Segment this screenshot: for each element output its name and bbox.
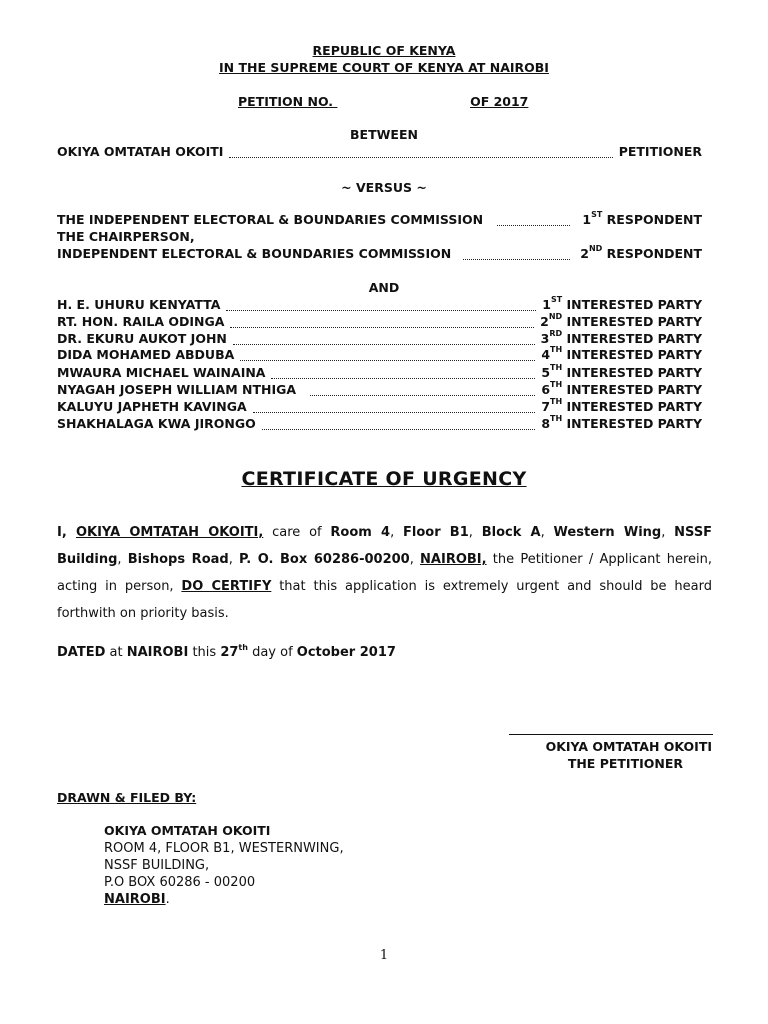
- dotted-leader: [226, 300, 536, 311]
- page-number: 1: [379, 948, 389, 963]
- respondent-role: 2ND RESPONDENT: [580, 244, 702, 261]
- petitioner-row: [57, 144, 702, 160]
- interested-party-row: [57, 416, 702, 432]
- party-name: H. E. UHURU KENYATTA: [57, 297, 221, 312]
- certificate-body: I, OKIYA OMTATAH OKOITI, care of Room 4, Floor B1, Block A, Western Wing, NSSF Building, Bishops Road, P. O. Box 60286-00200, NAIROBI, the Petitioner / Applicant herein, acting in person, DO CERTIFY that this application is extremely urgent and should be heard forthwith on priority basis.: [57, 525, 713, 621]
- party-role: 8TH INTERESTED PARTY: [541, 414, 702, 431]
- respondent-title-line: THE CHAIRPERSON,: [57, 229, 195, 244]
- party-role: 3RD INTERESTED PARTY: [540, 329, 702, 346]
- and-label: AND: [368, 280, 400, 295]
- dotted-leader: [253, 402, 536, 413]
- petition-year: OF 2017: [470, 94, 529, 109]
- respondent-row: [57, 246, 702, 262]
- party-name: RT. HON. RAILA ODINGA: [57, 314, 225, 329]
- interested-party-row: [57, 365, 702, 381]
- filer-address-line: ROOM 4, FLOOR B1, WESTERNWING,: [104, 841, 344, 856]
- dotted-leader: [497, 215, 570, 226]
- dotted-leader: [229, 147, 612, 158]
- dotted-leader: [230, 317, 534, 328]
- document-title: CERTIFICATE OF URGENCY: [241, 468, 527, 490]
- party-name: MWAURA MICHAEL WAINAINA: [57, 365, 266, 380]
- interested-party-row: [57, 297, 702, 313]
- dotted-leader: [262, 419, 536, 430]
- party-name: DIDA MOHAMED ABDUBA: [57, 347, 235, 362]
- party-role: 5TH INTERESTED PARTY: [541, 363, 702, 380]
- applicant-name: OKIYA OMTATAH OKOITI,: [75, 525, 264, 540]
- party-name: DR. EKURU AUKOT JOHN: [57, 331, 227, 346]
- respondent-name: INDEPENDENT ELECTORAL & BOUNDARIES COMMISSION: [57, 246, 452, 261]
- signatory-name: OKIYA OMTATAH OKOITI: [545, 739, 712, 754]
- versus-label: ~ VERSUS ~: [341, 180, 427, 195]
- filer-address-line: P.O BOX 60286 - 00200: [104, 875, 256, 890]
- dotted-leader: [240, 350, 535, 361]
- signature-line: [509, 734, 713, 735]
- filer-address-line: NSSF BUILDING,: [104, 858, 210, 873]
- party-name: KALUYU JAPHETH KAVINGA: [57, 399, 247, 414]
- respondent-name: THE INDEPENDENT ELECTORAL & BOUNDARIES COMMISSION: [57, 212, 484, 227]
- filer-name: OKIYA OMTATAH OKOITI: [104, 823, 271, 838]
- dated-line: DATED at NAIROBI this 27th day of October 2017: [57, 643, 396, 660]
- petitioner-name: OKIYA OMTATAH OKOITI: [57, 144, 224, 159]
- interested-party-row: [57, 399, 702, 415]
- petition-no-label: PETITION NO.: [238, 94, 334, 109]
- party-role: 4TH INTERESTED PARTY: [541, 345, 702, 362]
- do-certify: DO CERTIFY: [181, 579, 272, 594]
- dotted-leader: [233, 334, 535, 345]
- party-name: SHAKHALAGA KWA JIRONGO: [57, 416, 256, 431]
- party-role: 2ND INTERESTED PARTY: [540, 312, 702, 329]
- filer-city: NAIROBI.: [104, 892, 170, 907]
- interested-party-row: [57, 314, 702, 330]
- party-name: NYAGAH JOSEPH WILLIAM NTHIGA: [57, 382, 297, 397]
- dotted-leader: [271, 368, 535, 379]
- signatory-title: THE PETITIONER: [567, 756, 683, 771]
- interested-party-row: [57, 347, 702, 363]
- petitioner-role: PETITIONER: [618, 144, 702, 159]
- respondent-role: 1ST RESPONDENT: [582, 210, 702, 227]
- respondent-row: [57, 212, 702, 228]
- dotted-leader: [463, 249, 570, 260]
- petition-number: [238, 94, 533, 109]
- party-role: 7TH INTERESTED PARTY: [541, 397, 702, 414]
- party-role: 6TH INTERESTED PARTY: [541, 380, 702, 397]
- party-role: 1ST INTERESTED PARTY: [542, 295, 702, 312]
- interested-party-row: [57, 382, 702, 398]
- drawn-filed-label: DRAWN & FILED BY:: [57, 790, 197, 805]
- interested-party-row: [57, 331, 702, 347]
- court-country: REPUBLIC OF KENYA: [312, 43, 456, 58]
- petition-no-blank: [333, 94, 470, 109]
- between-label: BETWEEN: [350, 127, 418, 142]
- court-name: IN THE SUPREME COURT OF KENYA AT NAIROBI: [219, 60, 549, 75]
- dotted-leader: [310, 385, 535, 396]
